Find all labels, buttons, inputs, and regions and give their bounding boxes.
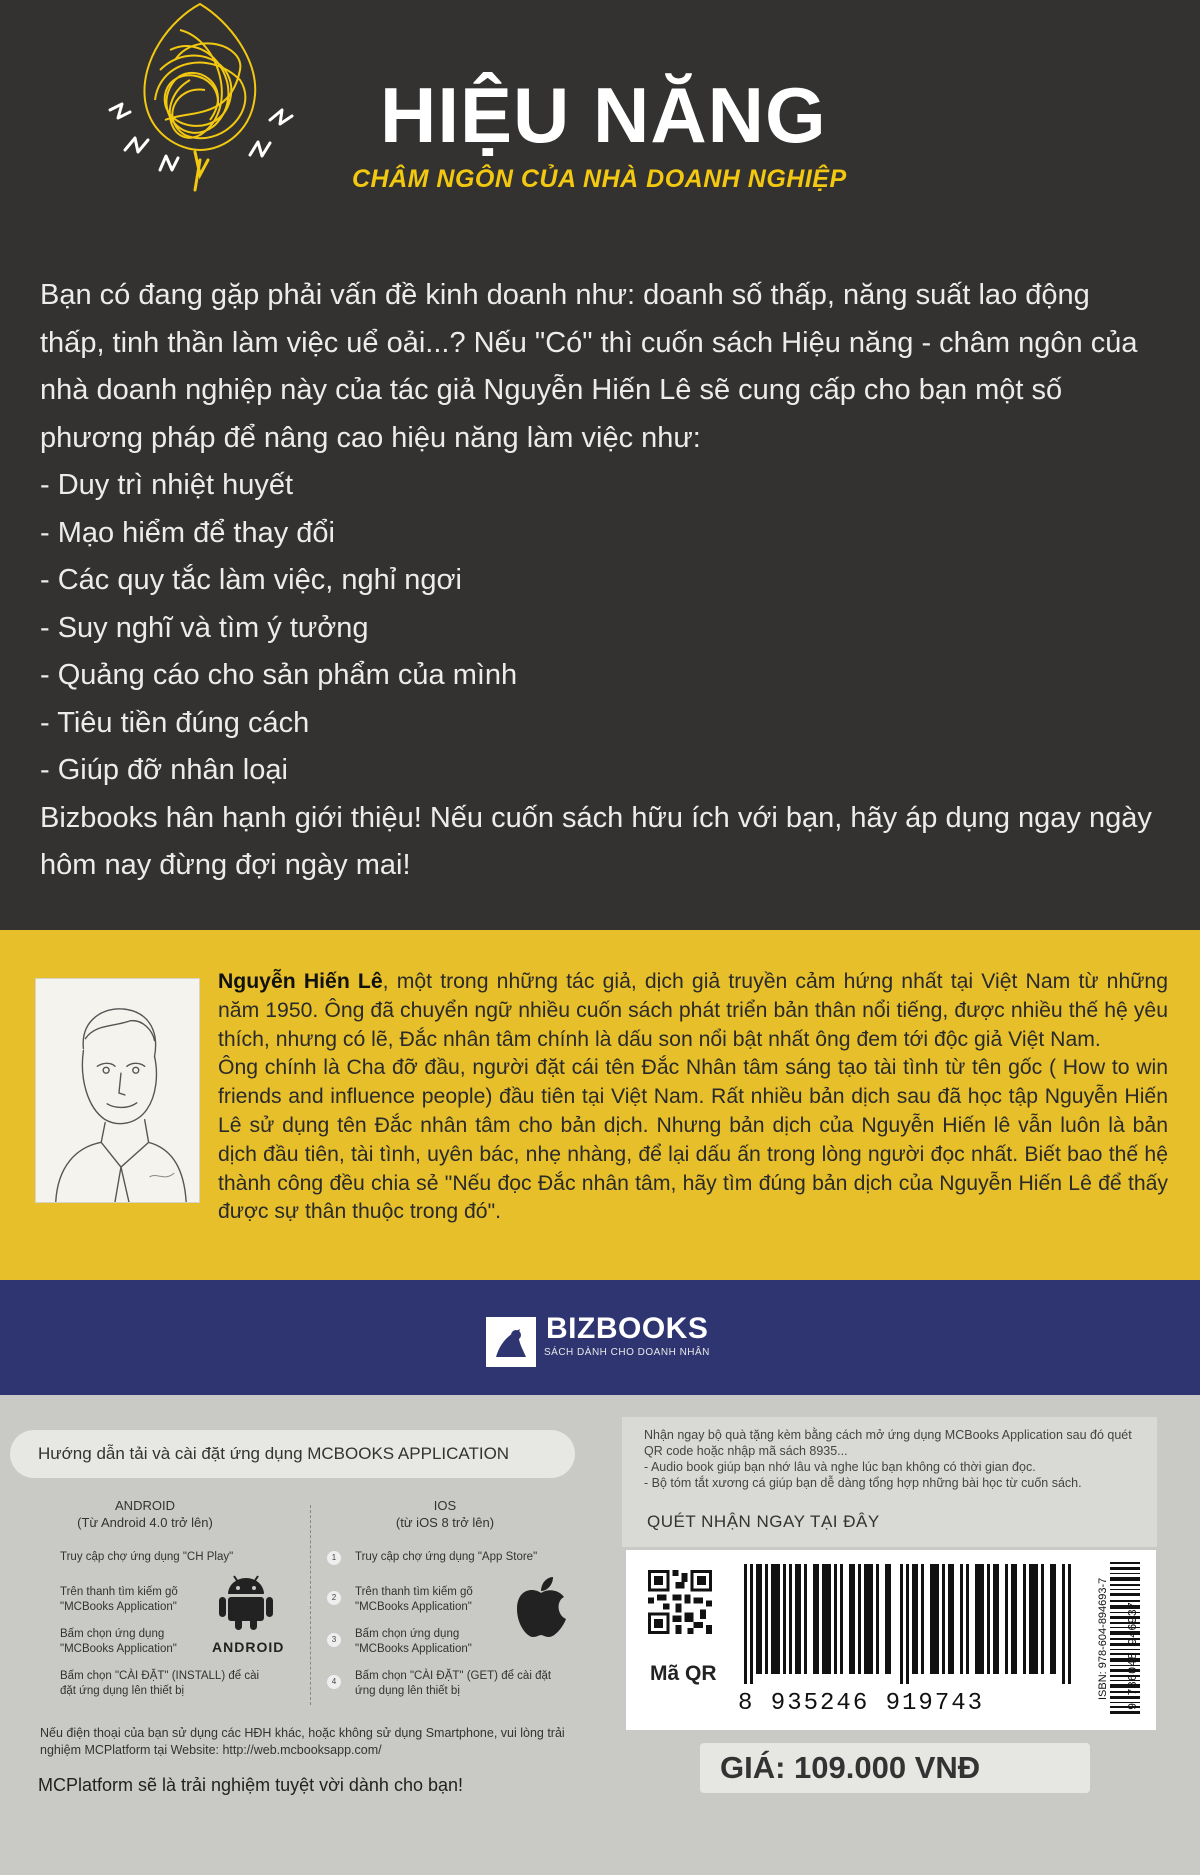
step-number: 3 — [327, 1633, 341, 1647]
android-requirement: (Từ Android 4.0 trở lên) — [77, 1515, 213, 1530]
column-divider — [310, 1505, 311, 1705]
publisher-name: BIZBOOKS — [546, 1312, 709, 1345]
publisher-tagline: SÁCH DÀNH CHO DOANH NHÂN — [544, 1347, 710, 1358]
apple-logo-icon — [513, 1575, 569, 1639]
isbn-label: ISBN: 978-604-894693-7 — [1097, 1577, 1109, 1700]
list-item: - Mạo hiểm để thay đổi — [40, 516, 335, 549]
list-item: - Quảng cáo cho sản phẩm của mình — [40, 659, 518, 691]
step-number: 2 — [327, 1591, 341, 1605]
barcode-icon — [744, 1564, 1074, 1684]
android-column-heading — [60, 1497, 230, 1531]
android-step-4: Bấm chọn "CÀI ĐẶT" (INSTALL) để cài đặt ứng dụng lên thiết bị — [60, 1670, 260, 1697]
cover-top-section — [0, 0, 1200, 930]
list-item: - Các quy tắc làm việc, nghỉ ngơi — [40, 564, 462, 596]
step-number: 4 — [327, 1675, 341, 1689]
other-devices-note: Nếu điện thoại của bạn sử dụng các HĐH khác, hoặc không sử dụng Smartphone, vui lòng trải nghiệm MCPlatform tại Website: http://web.mcbooksapp.com/ — [40, 1726, 565, 1757]
android-wordmark: ANDROID — [212, 1639, 285, 1655]
list-item: - Giúp đỡ nhân loại — [40, 754, 288, 786]
isbn-digits: 9 786048 946937 — [1126, 1601, 1140, 1710]
mcplatform-footer: MCPlatform sẽ là trải nghiệm tuyệt vời dành cho bạn! — [38, 1775, 464, 1795]
book-blurb — [40, 272, 1160, 890]
blurb-list — [40, 462, 1160, 795]
android-step-2: Trên thanh tìm kiếm gõ "MCBooks Application" — [60, 1586, 178, 1613]
book-title: HIỆU NĂNG — [380, 71, 827, 159]
publisher-band — [0, 1280, 1200, 1395]
blurb-closing: Bizbooks hân hạnh giới thiệu! Nếu cuốn sách hữu ích với bạn, hãy áp dụng ngay ngày hôm nay đừng đợi ngày mai! — [40, 801, 1152, 881]
guide-heading: Hướng dẫn tải và cài đặt ứng dụng MCBOOKS APPLICATION — [10, 1430, 575, 1478]
qr-code-icon[interactable] — [648, 1570, 712, 1634]
lightbulb-scribble-icon — [100, 0, 300, 200]
author-bio-text-2: Ông chính là Cha đỡ đầu, người đặt cái tên Đắc Nhân tâm sáng tạo tài tình từ tên gốc ( How to win friends and influence people) đầu tiên tại Việt Nam. Rất nhiều bản dịch sau đã học tập Nguyễn Hiến Lê sử dụng tên Đắc nhân tâm cho bản dịch. Nhưng bản dịch của Nguyễn Hiến lê vẫn luôn là bản dịch đầu tiên, tài tình, uyên bác, nhẹ nhàng, để lại dấu ấn trong lòng người đọc nhất. Biết bao thế hệ thành công đều chia sẻ "Nếu đọc Đắc nhân tâm, hãy tìm đúng bản dịch của Nguyễn Hiến Lê để thấy được sự thân thuộc trong đó". — [218, 1056, 1168, 1224]
codes-panel — [626, 1550, 1156, 1730]
list-item: - Duy trì nhiệt huyết — [40, 469, 294, 501]
android-robot-icon — [218, 1570, 274, 1630]
book-subtitle: CHÂM NGÔN CỦA NHÀ DOANH NGHIỆP — [352, 165, 847, 193]
qr-label: Mã QR — [650, 1662, 717, 1685]
price-tag: GIÁ: 109.000 VNĐ — [700, 1743, 1090, 1793]
promo-line-1: Nhận ngay bộ quà tặng kèm bằng cách mở ứng dụng MCBooks Application sau đó quét QR code hoặc nhập mã sách 8935... — [644, 1428, 1132, 1458]
ios-step-2: Trên thanh tìm kiếm gõ "MCBooks Application" — [355, 1586, 473, 1613]
android-title: ANDROID — [115, 1498, 175, 1513]
author-bio-text: , một trong những tác giả, dịch giả truyền cảm hứng nhất tại Việt Nam từ những năm 1950. Ông đã chuyển ngữ nhiều cuốn sách phát triển bản thân nổi tiếng, được nhiều thế hệ yêu thích, nhưng có lẽ, Đắc nhân tâm chính là dấu son nổi bật nhất ông đem tới độc giả Việt Nam. — [218, 970, 1168, 1051]
author-section — [0, 930, 1200, 1280]
ios-step-1: Truy cập chợ ứng dụng "App Store" — [355, 1551, 538, 1563]
ios-column-heading — [360, 1497, 530, 1531]
ios-step-3: Bấm chọn ứng dụng "MCBooks Application" — [355, 1628, 472, 1655]
author-portrait-icon — [35, 978, 200, 1203]
step-number: 1 — [327, 1551, 341, 1565]
ios-requirement: (từ iOS 8 trở lên) — [395, 1515, 495, 1530]
list-item: - Suy nghĩ và tìm ý tưởng — [40, 611, 369, 644]
ean-number: 8 935246 919743 — [738, 1690, 985, 1717]
blurb-intro: Bạn có đang gặp phải vấn đề kinh doanh như: doanh số thấp, năng suất lao động thấp, tinh thần làm việc uể oải...? Nếu "Có" thì cuốn sách Hiệu năng - châm ngôn của nhà doanh nghiệp này của tác giả Nguyễn Hiến Lê sẽ cung cấp cho bạn một số phương pháp để nâng cao hiệu năng làm việc như: — [40, 279, 1138, 454]
list-item: - Tiêu tiền đúng cách — [40, 706, 310, 739]
author-bio — [218, 968, 1168, 1227]
promo-line-3: - Bộ tóm tắt xương cá giúp bạn dễ dàng tổng hợp những bài học từ cuốn sách. — [644, 1476, 1082, 1490]
scan-prompt: QUÉT NHẬN NGAY TẠI ĐÂY — [647, 1512, 880, 1531]
ios-step-4: Bấm chọn "CÀI ĐẶT" (GET) để cài đặt ứng dụng lên thiết bị — [355, 1670, 552, 1697]
ios-title: IOS — [433, 1498, 457, 1513]
promo-line-2: - Audio book giúp bạn nhớ lâu và nghe lúc bạn không có thời gian đọc. — [644, 1460, 1036, 1474]
android-step-1: Truy cập chợ ứng dụng "CH Play" — [60, 1551, 234, 1563]
author-name: Nguyễn Hiến Lê — [218, 970, 383, 993]
app-guide-section — [0, 1395, 1200, 1875]
android-step-3: Bấm chọn ứng dụng "MCBooks Application" — [60, 1628, 177, 1655]
